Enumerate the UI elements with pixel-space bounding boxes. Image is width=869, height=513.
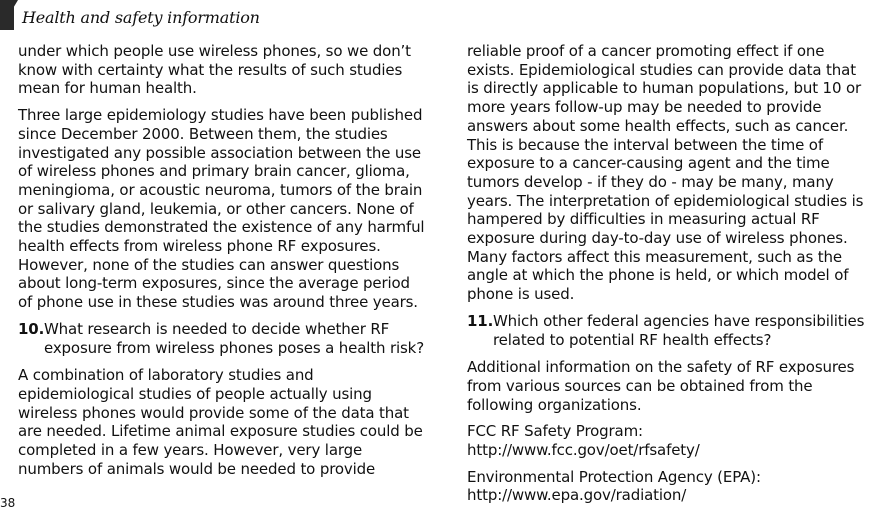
epa-contact: [467, 468, 869, 505]
question-11: [467, 312, 869, 349]
question-10: [18, 320, 426, 357]
paragraph: reliable proof of a cancer promoting effect if one exists. Epidemiological studies can provide data that is directly applicable to human populations, but 10 or more years follow-up may be needed to provide answers about some health effects, such as cancer. This is because the interval between the time of exposure to a cancer-causing agent and the time tumors develop - if they do - may be many, many years. The interpretation of epidemiological studies is hampered by difficulties in measuring actual RF exposure during day-to-day use of wireless phones. Many factors affect this measurement, such as the angle at which the phone is held, or which model of phone is used.: [467, 42, 864, 304]
paragraph: under which people use wireless phones, so we don’t know with certainty what the results of such studies mean for human health.: [18, 42, 411, 98]
paragraph: Three large epidemiology studies have been published since December 2000. Between them, the studies investigated any possible association between the use of wireless phones and primary brain cancer, glioma, meningioma, or acoustic neuroma, tumors of the brain or salivary gland, leukemia, or other cancers. None of the studies demonstrated the existence of any harmful health effects from wireless phone RF exposures. However, none of the studies can answer questions about long-term exposures, since the average period of phone use in these studies was around three years.: [18, 106, 425, 312]
page-number: 38: [0, 496, 16, 510]
question-number: 11.: [467, 311, 494, 330]
right-column: [467, 42, 869, 513]
left-column: [18, 42, 426, 486]
paragraph: A combination of laboratory studies and epidemiological studies of people actually using wireless phones would provide some of the data that are needed. Lifetime animal exposure studies could be completed in a few years. However, very large numbers of animals would be needed to provide: [18, 366, 423, 478]
question-number: 10.: [18, 319, 45, 338]
fcc-label: FCC RF Safety Program:: [467, 422, 643, 441]
fcc-url: http://www.fcc.gov/oet/rfsafety/: [467, 441, 700, 460]
header-marker-slant: [0, 0, 18, 30]
epa-label: Environmental Protection Agency (EPA):: [467, 467, 761, 486]
question-text: Which other federal agencies have responsibilities related to potential RF health effects?: [493, 311, 865, 349]
paragraph: Additional information on the safety of RF exposures from various sources can be obtained from the following organizations.: [467, 358, 855, 414]
fcc-contact: [467, 422, 869, 459]
epa-url: http://www.epa.gov/radiation/: [467, 486, 687, 505]
question-text: What research is needed to decide whether RF exposure from wireless phones poses a health risk?: [44, 319, 425, 357]
page-title: Health and safety information: [22, 8, 260, 27]
